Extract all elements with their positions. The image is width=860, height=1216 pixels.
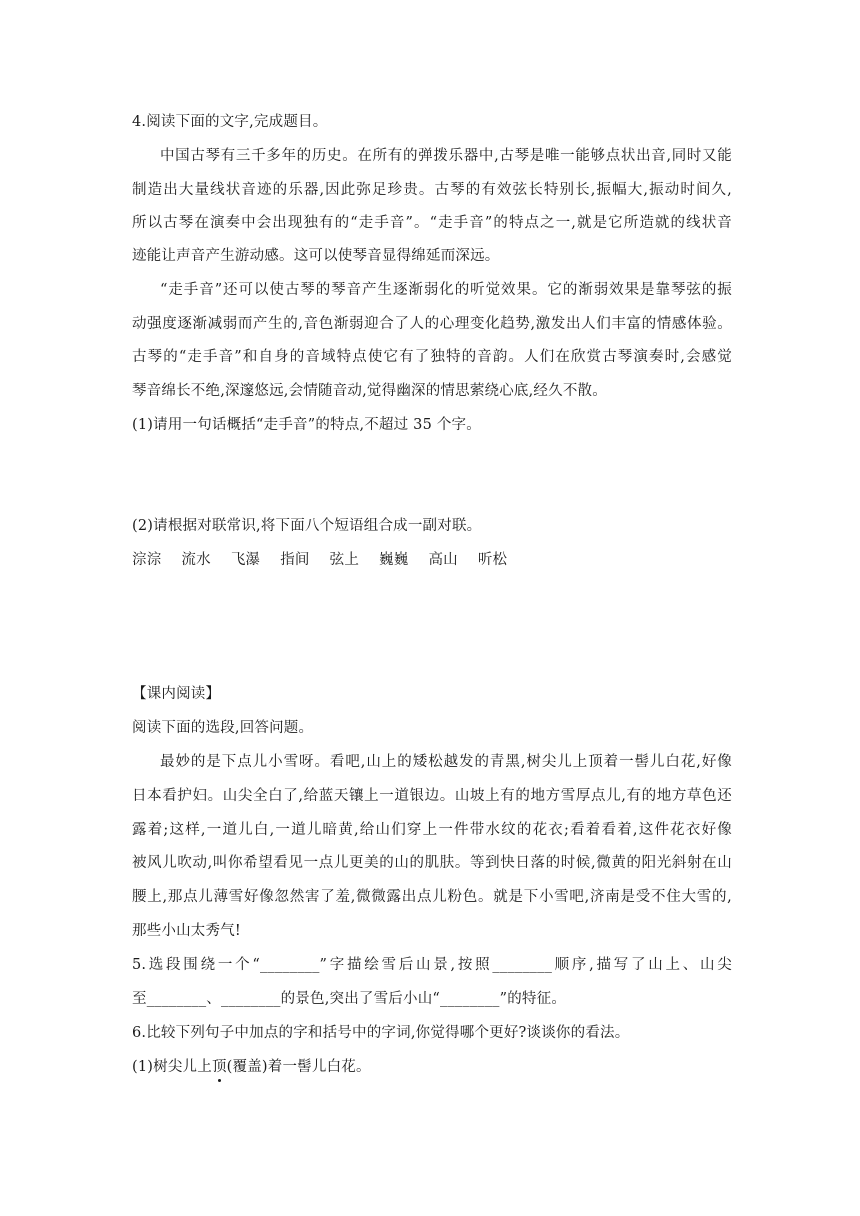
passage-line: 最妙的是下点儿小雪呀。看吧,山上的矮松越发的青黑,树尖儿上顶着一髻儿白花,好像 — [160, 754, 732, 770]
phrase-item: 高山 — [428, 552, 458, 568]
q4-sub2: (2)请根据对联常识,将下面八个短语组合成一副对联。 — [132, 518, 482, 534]
phrase-item: 听松 — [477, 552, 508, 568]
q4-para2-line: 古琴的“走手音”和自身的音域特点使它有了独特的音韵。人们在欣赏古琴演奏时,会感觉 — [132, 349, 732, 365]
phrase-item: 弦上 — [329, 552, 360, 568]
q4-para1-line: 中国古琴有三千多年的历史。在所有的弹拨乐器中,古琴是唯一能够点状出音,同时又能 — [160, 148, 732, 164]
q4-title: 4.阅读下面的文字,完成题目。 — [132, 114, 328, 130]
q4-para2-line: 琴音绵长不绝,深邃悠远,会情随音动,觉得幽深的情思萦绕心底,经久不散。 — [132, 383, 607, 399]
passage-line: 那些小山太秀气! — [132, 923, 241, 939]
passage-line: 露着;这样,一道儿白,一道儿暗黄,给山们穿上一件带水纹的花衣;看着看着,这件花衣好像 — [132, 822, 732, 838]
section-instruction: 阅读下面的选段,回答问题。 — [132, 720, 314, 736]
phrase-item: 流水 — [181, 552, 211, 568]
q5-line: 至________、________的景色,突出了雪后小山“________”的特征。 — [132, 991, 567, 1007]
q4-para1-line: 迹能让声音产生游动感。这可以使琴音显得绵延而深远。 — [132, 248, 500, 264]
q4-phrase-list — [132, 550, 527, 570]
q4-para1-line: 制造出大量线状音迹的乐器,因此弥足珍贵。古琴的有效弦长特别长,振幅大,振动时间久, — [132, 182, 732, 198]
q6-title: 6.比较下列句子中加点的字和括号中的字词,你觉得哪个更好?谈谈你的看法。 — [132, 1025, 630, 1041]
q6-sub1-after: (覆盖)着一髻儿白花。 — [226, 1059, 371, 1075]
passage-line: 被风儿吹动,叫你希望看见一点儿更美的山的肌肤。等到快日落的时候,微黄的阳光斜射在山 — [132, 855, 732, 871]
phrase-item: 巍巍 — [379, 552, 409, 568]
q4-para1-line: 所以古琴在演奏中会出现独有的“走手音”。“走手音”的特点之一,就是它所造就的线状音 — [132, 215, 732, 231]
q4-para2-line: “走手音”还可以使古琴的琴音产生逐渐弱化的听觉效果。它的渐弱效果是靠琴弦的振 — [160, 282, 732, 298]
q6-sub1-dotted-char: 顶 — [211, 1059, 227, 1075]
passage-line: 腰上,那点儿薄雪好像忽然害了羞,微微露出点儿粉色。就是下小雪吧,济南是受不住大雪的, — [132, 889, 732, 905]
q4-para2-line: 动强度逐渐减弱而产生的,音色渐弱迎合了人的心理变化趋势,激发出人们丰富的情感体验。 — [132, 316, 732, 332]
passage-line: 日本看护妇。山尖全白了,给蓝天镶上一道银边。山坡上有的地方雪厚点儿,有的地方草色还 — [132, 788, 732, 804]
section-heading: 【课内阅读】 — [132, 686, 221, 702]
q6-sub1-before: (1)树尖儿上 — [132, 1059, 212, 1075]
q5-line: 5.选段围绕一个“________”字描绘雪后山景,按照________顺序,描写了山上、山尖 — [132, 957, 732, 973]
q6-sub1 — [132, 1057, 371, 1077]
phrase-item: 指间 — [280, 552, 310, 568]
phrase-item: 飞瀑 — [230, 552, 261, 568]
q4-sub1: (1)请用一句话概括“走手音”的特点,不超过 35 个字。 — [132, 417, 481, 433]
phrase-item: 淙淙 — [132, 552, 162, 568]
